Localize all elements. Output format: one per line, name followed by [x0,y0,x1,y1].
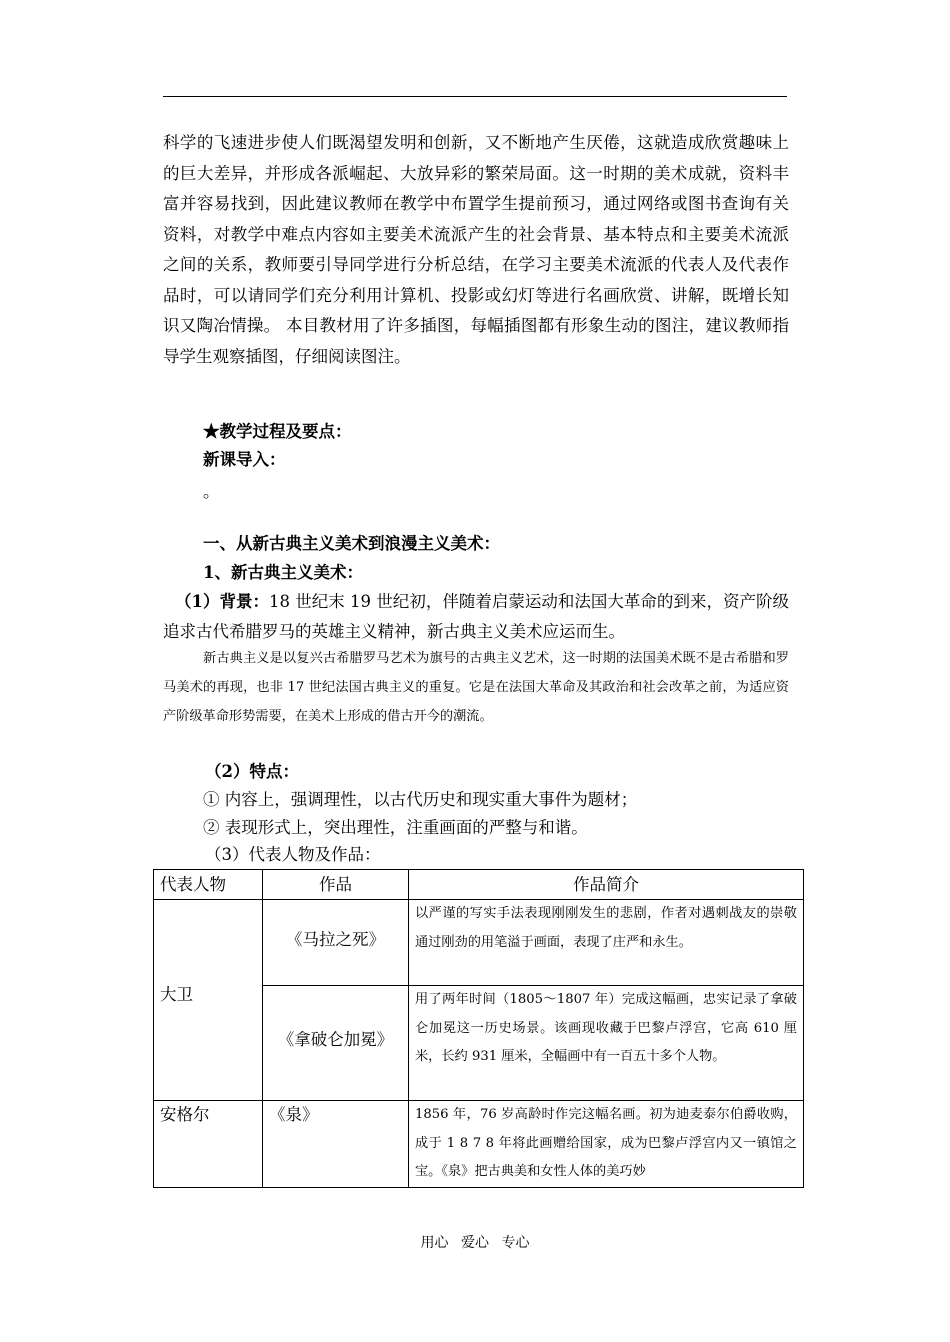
table-header-cell: 作品 [263,870,409,900]
representatives-label: （3）代表人物及作品： [205,845,381,864]
works-table [153,869,804,1188]
work-title-cell: 《泉》 [263,1101,409,1188]
note-paragraph: 新古典主义是以复兴古希腊罗马艺术为旗号的古典主义艺术，这一时期的法国美术既不是古希腊和罗马美术的再现，也非 17 世纪法国古典主义的重复。它是在法国大革命及其政治和社会改革之前，为适应资产阶级革命形势需要，在美术上形成的借古开今的潮流。 [163,651,789,724]
intro-heading: 新课导入： [203,450,286,469]
table-header-cell: 代表人物 [154,870,263,900]
feature-item: ② 表现形式上，突出理性，注重画面的严整与和谐。 [203,818,588,837]
subsection-heading: 1、新古典主义美术： [203,563,363,582]
intro-paragraph: 科学的飞速进步使人们既渴望发明和创新，又不断地产生厌倦，这就造成欣赏趣味上的巨大差异，并形成各派崛起、大放异彩的繁荣局面。这一时期的美术成就，资料丰富并容易找到，因此建议教师在教学中布置学生提前预习，通过网络或图书查询有关资料，对教学中难点内容如主要美术流派产生的社会背景、基本特点和主要美术流派之间的关系，教师要引导同学进行分析总结，在学习主要美术流派的代表人及代表作品时，可以请同学们充分利用计算机、投影或幻灯等进行名画欣赏、讲解，既增长知识又陶冶情操。 本目教材用了许多插图，每幅插图都有形象生动的图注，建议教师指导学生观察插图，仔细阅读图注。 [163,133,789,366]
page-footer: 用心 爱心 专心 [420,1235,530,1251]
feature-item: ① 内容上，强调理性，以古代历史和现实重大事件为题材； [203,790,638,809]
artist-cell: 安格尔 [154,1101,263,1188]
work-title-cell: 《拿破仑加冕》 [263,986,409,1101]
background-paragraph [163,587,789,647]
work-description-cell: 1856 年，76 岁高龄时作完这幅名画。初为迪麦泰尔伯爵收购，成于 1 8 7 8 年将此画赠给国家，成为巴黎卢浮宫内又一镇馆之宝。《泉》把古典美和女性人体的美巧妙 [409,1101,804,1188]
background-label: （1）背景： [175,592,270,611]
process-heading: ★教学过程及要点： [203,422,352,441]
header-rule [163,96,787,97]
work-description-cell: 以严谨的写实手法表现刚刚发生的悲剧，作者对遇刺战友的崇敬通过刚劲的用笔溢于画面，表现了庄严和永生。 [409,900,804,986]
section-heading: 一、从新古典主义美术到浪漫主义美术： [203,534,500,553]
table-header-cell: 作品简介 [409,870,804,900]
artist-cell: 大卫 [154,900,263,1101]
background-text: 18 世纪末 19 世纪初，伴随着启蒙运动和法国大革命的到来，资产阶级追求古代希腊罗马的英雄主义精神，新古典主义美术应运而生。 [163,592,789,641]
work-title-cell: 《马拉之死》 [263,900,409,986]
work-description-cell: 用了两年时间（1805～1807 年）完成这幅画，忠实记录了拿破仑加冕这一历史场景。该画现收藏于巴黎卢浮宫，它高 610 厘米，长约 931 厘米，全幅画中有一百五十多个人物。 [409,986,804,1101]
table-header-row [154,870,804,900]
intro-mark: 。 [203,482,220,501]
table-row [154,900,804,986]
features-label: （2）特点： [205,762,299,781]
table-row [154,1101,804,1188]
